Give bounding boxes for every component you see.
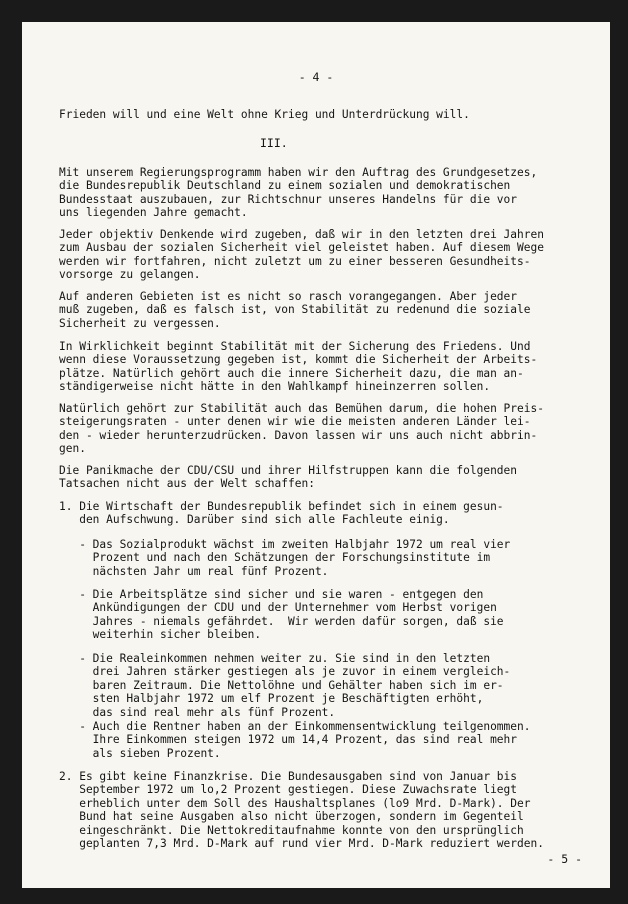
text-line: plätze. Natürlich gehört auch die innere Sicherheit dazu, die man an- bbox=[59, 366, 524, 380]
text-line: Ihre Einkommen steigen 1972 um 14,4 Prozent, das sind real mehr bbox=[59, 733, 518, 747]
paragraph-0 bbox=[59, 108, 470, 121]
text-line: eingeschränkt. Die Nettokreditaufnahme konnte von den ursprünglich bbox=[59, 823, 524, 837]
text-line: den Aufschwung. Darüber sind sich alle Fachleute einig. bbox=[59, 513, 450, 527]
text-line: werden wir fortfahren, nicht zuletzt um zu einer besseren Gesundheits- bbox=[59, 254, 531, 268]
text-line: September 1972 um lo,2 Prozent gestiegen. Diese Zuwachsrate liegt bbox=[59, 783, 518, 797]
text-line: steigerungsraten - unter denen wir wie die meisten anderen Länder lei- bbox=[59, 415, 531, 429]
text-line: Tatsachen nicht aus der Welt schaffen: bbox=[59, 477, 315, 491]
text-line: baren Zeitraum. Die Nettolöhne und Gehälter haben sich im er- bbox=[59, 678, 504, 692]
text-line: In Wirklichkeit beginnt Stabilität mit der Sicherung des Friedens. Und bbox=[59, 340, 531, 353]
text-line: geplanten 7,3 Mrd. D-Mark auf rund vier Mrd. D-Mark reduziert werden. bbox=[59, 837, 544, 851]
bullet-item-4 bbox=[59, 720, 530, 760]
text-line: drei Jahren stärker gestiegen als je zuvor in einem vergleich- bbox=[59, 665, 511, 679]
text-line: Mit unserem Regierungsprogramm haben wir den Auftrag des Grundgesetzes, bbox=[59, 166, 538, 179]
text-line: Die Panikmache der CDU/CSU und ihrer Hilfstruppen kann die folgenden bbox=[59, 464, 518, 477]
text-line: Bundesstaat auszubauen, zur Richtschnur unseres Handelns für die vor bbox=[59, 192, 518, 206]
text-line: erheblich unter dem Soll des Haushaltsplanes (lo9 Mrd. D-Mark). Der bbox=[59, 796, 531, 810]
text-line: zum Ausbau der sozialen Sicherheit viel geleistet haben. Auf diesem Wege bbox=[59, 241, 544, 255]
numbered-item-1 bbox=[59, 500, 504, 527]
text-line: Prozent und nach den Schätzungen der Forschungsinstitute im bbox=[59, 551, 491, 565]
text-line: Bund hat seine Ausgaben also nicht überzogen, sondern im Gegenteil bbox=[59, 810, 524, 824]
text-line: uns liegenden Jahre gemacht. bbox=[59, 206, 248, 220]
paragraph-1 bbox=[59, 166, 537, 220]
text-line: Frieden will und eine Welt ohne Krieg und Unterdrückung will. bbox=[59, 108, 470, 121]
text-line: Auf anderen Gebieten ist es nicht so rasch vorangegangen. Aber jeder bbox=[59, 290, 518, 303]
text-line: - Die Arbeitsplätze sind sicher und sie waren - entgegen den bbox=[59, 588, 484, 601]
paragraph-3 bbox=[59, 290, 530, 330]
text-line: die Bundesrepublik Deutschland zu einem sozialen und demokratischen bbox=[59, 179, 511, 193]
text-line: vorsorge zu gelangen. bbox=[59, 268, 201, 282]
text-line: gen. bbox=[59, 442, 86, 456]
bullet-item-2 bbox=[59, 588, 504, 642]
text-line: sten Halbjahr 1972 um elf Prozent je Beschäftigten erhöht, bbox=[59, 692, 484, 706]
text-line: wenn diese Voraussetzung gegeben ist, kommt die Sicherheit der Arbeits- bbox=[59, 353, 538, 367]
paragraph-6 bbox=[59, 464, 517, 491]
bullet-item-3 bbox=[59, 652, 510, 719]
paragraph-2 bbox=[59, 228, 544, 282]
text-line: - Auch die Rentner haben an der Einkommensentwicklung teilgenommen. bbox=[59, 720, 531, 733]
text-line: Sicherheit zu vergessen. bbox=[59, 316, 221, 330]
text-line: Natürlich gehört zur Stabilität auch das Bemühen darum, die hohen Preis- bbox=[59, 402, 544, 415]
text-line: Jahres - niemals gefährdet. Wir werden dafür sorgen, daß sie bbox=[59, 614, 504, 628]
text-line: den - wieder herunterzudrücken. Davon lassen wir uns auch nicht abbrin- bbox=[59, 428, 538, 442]
page-number-bottom: - 5 - bbox=[547, 852, 582, 866]
numbered-item-2 bbox=[59, 770, 544, 850]
text-line: 1. Die Wirtschaft der Bundesrepublik befindet sich in einem gesun- bbox=[59, 500, 504, 513]
text-line: das sind real mehr als fünf Prozent. bbox=[59, 705, 336, 719]
paragraph-5 bbox=[59, 402, 544, 456]
text-line: Jeder objektiv Denkende wird zugeben, daß wir in den letzten drei Jahren bbox=[59, 228, 544, 241]
text-line: 2. Es gibt keine Finanzkrise. Die Bundesausgaben sind von Januar bis bbox=[59, 770, 518, 783]
document-page bbox=[22, 22, 610, 888]
page-number-top: - 4 - bbox=[298, 70, 334, 84]
text-line: weiterhin sicher bleiben. bbox=[59, 628, 262, 642]
text-line: als sieben Prozent. bbox=[59, 746, 221, 760]
text-line: nächsten Jahr um real fünf Prozent. bbox=[59, 564, 329, 578]
text-line: Ankündigungen der CDU und der Unternehmer vom Herbst vorigen bbox=[59, 601, 497, 615]
text-line: - Die Realeinkommen nehmen weiter zu. Sie sind in den letzten bbox=[59, 652, 491, 665]
text-line: - Das Sozialprodukt wächst im zweiten Halbjahr 1972 um real vier bbox=[59, 538, 511, 551]
bullet-item-1 bbox=[59, 538, 510, 578]
text-line: muß zugeben, daß es falsch ist, von Stabilität zu redenund die soziale bbox=[59, 303, 531, 317]
paragraph-4 bbox=[59, 340, 537, 394]
section-heading: III. bbox=[260, 136, 288, 150]
text-line: ständigerweise nicht hätte in den Wahlkampf hineinzerren sollen. bbox=[59, 380, 491, 394]
